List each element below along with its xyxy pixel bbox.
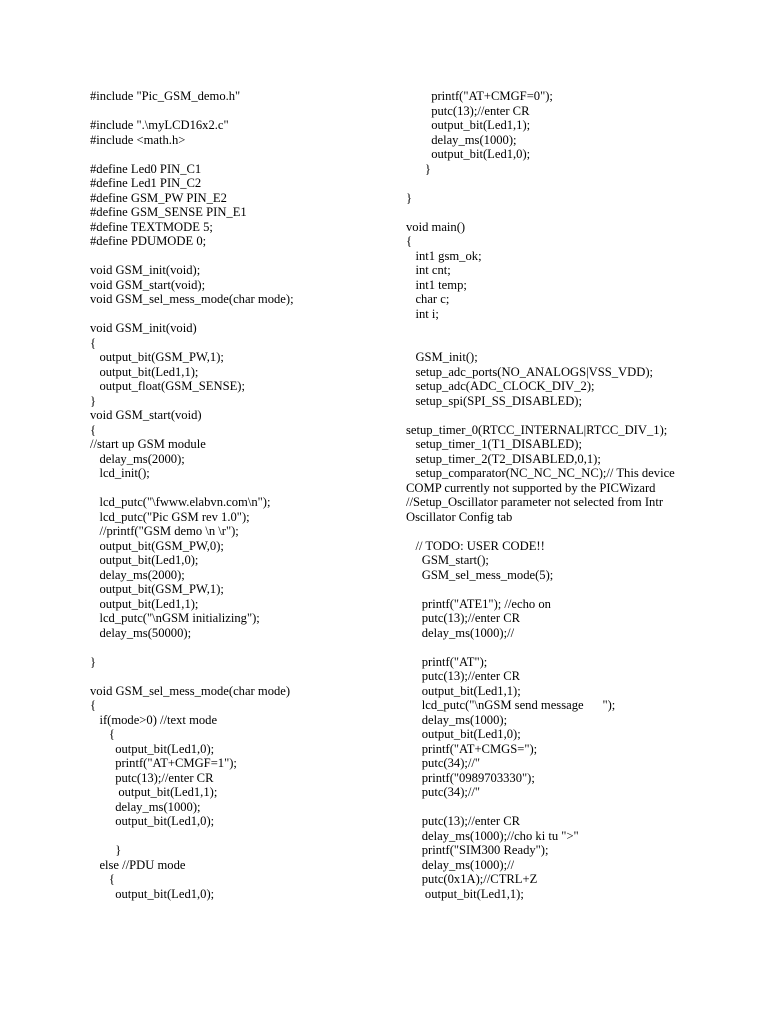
code-line: lcd_putc("\nGSM initializing"); <box>90 611 260 625</box>
code-line: delay_ms(1000);//cho ki tu ">" <box>406 828 579 843</box>
code-line: { <box>90 727 115 741</box>
code-line: lcd_init(); <box>90 466 150 480</box>
code-line: { <box>90 698 97 712</box>
code-line: } <box>406 190 413 205</box>
code-line <box>90 481 390 496</box>
code-line: #define PDUMODE 0; <box>90 234 207 248</box>
code-line: delay_ms(2000); <box>90 567 185 582</box>
code-line: output_bit(Led1,1); <box>90 596 199 611</box>
code-line: Oscillator Config tab <box>406 509 513 524</box>
code-line: putc(13);//enter CR <box>90 770 214 785</box>
code-line: output_bit(Led1,0); <box>90 741 215 756</box>
code-line: delay_ms(1000); <box>406 712 508 727</box>
code-line: setup_timer_0(RTCC_INTERNAL|RTCC_DIV_1); <box>406 422 668 437</box>
code-column-right <box>406 89 736 901</box>
code-line <box>90 307 390 322</box>
code-line: output_bit(Led1,0); <box>90 886 215 901</box>
code-line: output_bit(Led1,0); <box>406 147 531 161</box>
code-line: #define TEXTMODE 5; <box>90 219 213 234</box>
code-line: output_bit(GSM_PW,0); <box>90 538 224 553</box>
code-line: setup_spi(SPI_SS_DISABLED); <box>406 393 582 408</box>
code-line: } <box>90 393 97 408</box>
code-line <box>90 669 390 684</box>
code-line: putc(13);//enter CR <box>406 669 521 683</box>
code-line <box>90 147 390 162</box>
code-line: output_bit(Led1,1); <box>406 683 521 698</box>
code-line: lcd_putc("Pic GSM rev 1.0"); <box>90 509 250 524</box>
code-line <box>90 104 390 119</box>
code-line: //Setup_Oscillator parameter not selected from Intr <box>406 495 664 509</box>
code-line: int1 temp; <box>406 277 467 292</box>
code-line: delay_ms(2000); <box>90 451 185 466</box>
code-line: else //PDU mode <box>90 857 186 872</box>
code-line: void GSM_init(void) <box>90 321 197 335</box>
code-line: //start up GSM module <box>90 437 206 451</box>
code-line: lcd_putc("\nGSM send message "); <box>406 698 616 712</box>
code-line <box>90 829 390 844</box>
code-line: GSM_start(); <box>406 553 489 567</box>
code-line: char c; <box>406 292 450 306</box>
code-line: GSM_init(); <box>406 350 478 364</box>
code-line: putc(13);//enter CR <box>406 611 521 625</box>
code-line: void GSM_start(void) <box>90 408 202 422</box>
code-line <box>406 176 736 191</box>
code-line <box>406 408 736 423</box>
code-line: #define GSM_SENSE PIN_E1 <box>90 205 247 219</box>
code-column-left <box>90 89 390 901</box>
code-line: void GSM_init(void); <box>90 263 201 277</box>
code-line: int i; <box>406 306 439 321</box>
code-line: printf("AT"); <box>406 654 488 669</box>
code-line: { <box>90 872 115 886</box>
code-line: printf("ATE1"); //echo on <box>406 596 551 611</box>
code-line: putc(0x1A);//CTRL+Z <box>406 872 538 886</box>
code-line: } <box>90 654 97 669</box>
code-line: int1 gsm_ok; <box>406 248 482 263</box>
code-line <box>90 640 390 655</box>
code-line: //printf("GSM demo \n \r"); <box>90 524 239 538</box>
code-line: output_bit(Led1,1); <box>90 785 218 799</box>
code-line: } <box>90 843 122 857</box>
code-line: delay_ms(1000); <box>90 799 201 814</box>
code-line: void GSM_start(void); <box>90 277 206 292</box>
code-line: output_bit(GSM_PW,1); <box>90 350 224 364</box>
code-line: { <box>90 335 97 350</box>
code-line: output_bit(Led1,0); <box>90 814 215 828</box>
code-line <box>406 524 736 539</box>
code-line: { <box>406 234 413 248</box>
code-line: putc(13);//enter CR <box>406 103 530 118</box>
code-line: putc(34);//" <box>406 785 481 799</box>
code-line: output_bit(Led1,1); <box>406 118 531 132</box>
code-line: printf("0989703330"); <box>406 770 535 785</box>
code-line: { <box>90 422 97 437</box>
code-line: output_bit(Led1,0); <box>406 727 521 741</box>
code-line: setup_timer_2(T2_DISABLED,0,1); <box>406 451 601 466</box>
code-line: delay_ms(1000);// <box>406 857 515 872</box>
code-line: delay_ms(1000);// <box>406 625 515 640</box>
code-line <box>406 321 736 336</box>
code-line: if(mode>0) //text mode <box>90 712 218 727</box>
code-line: delay_ms(1000); <box>406 132 517 147</box>
code-line: setup_timer_1(T1_DISABLED); <box>406 437 582 451</box>
code-line <box>406 336 736 351</box>
code-line: output_bit(Led1,1); <box>406 886 524 901</box>
code-line: printf("AT+CMGS="); <box>406 741 538 756</box>
code-line: } <box>406 161 431 176</box>
code-line: // TODO: USER CODE!! <box>406 538 545 553</box>
code-line: printf("AT+CMGF=1"); <box>90 756 237 770</box>
code-line: GSM_sel_mess_mode(5); <box>406 567 554 582</box>
code-line: #define Led0 PIN_C1 <box>90 161 202 176</box>
code-line: output_float(GSM_SENSE); <box>90 379 245 393</box>
code-line: void main() <box>406 219 466 234</box>
code-line: #define Led1 PIN_C2 <box>90 176 202 190</box>
code-line: putc(13);//enter CR <box>406 814 521 828</box>
code-line: #define GSM_PW PIN_E2 <box>90 190 227 205</box>
code-line <box>406 582 736 597</box>
code-line: #include "Pic_GSM_demo.h" <box>90 89 241 103</box>
code-line: output_bit(Led1,1); <box>90 364 199 379</box>
code-line: lcd_putc("\fwww.elabvn.com\n"); <box>90 495 271 509</box>
code-line: setup_adc(ADC_CLOCK_DIV_2); <box>406 379 595 393</box>
code-line: setup_comparator(NC_NC_NC_NC);// This device <box>406 466 675 480</box>
code-line: putc(34);//" <box>406 756 481 770</box>
code-line: COMP currently not supported by the PICWizard <box>406 480 656 495</box>
code-line <box>90 249 390 264</box>
code-line: output_bit(GSM_PW,1); <box>90 582 224 596</box>
code-line: delay_ms(50000); <box>90 625 192 640</box>
code-line: printf("AT+CMGF=0"); <box>406 89 553 103</box>
code-line <box>406 640 736 655</box>
code-line: printf("SIM300 Ready"); <box>406 843 549 857</box>
code-line <box>406 205 736 220</box>
code-line: output_bit(Led1,0); <box>90 553 199 567</box>
code-line: #include ".\myLCD16x2.c" <box>90 118 229 132</box>
code-line <box>406 800 736 815</box>
code-line: int cnt; <box>406 263 451 277</box>
code-line: void GSM_sel_mess_mode(char mode) <box>90 683 291 698</box>
code-line: void GSM_sel_mess_mode(char mode); <box>90 292 294 306</box>
code-line: #include <math.h> <box>90 132 186 147</box>
code-line: setup_adc_ports(NO_ANALOGS|VSS_VDD); <box>406 364 654 379</box>
